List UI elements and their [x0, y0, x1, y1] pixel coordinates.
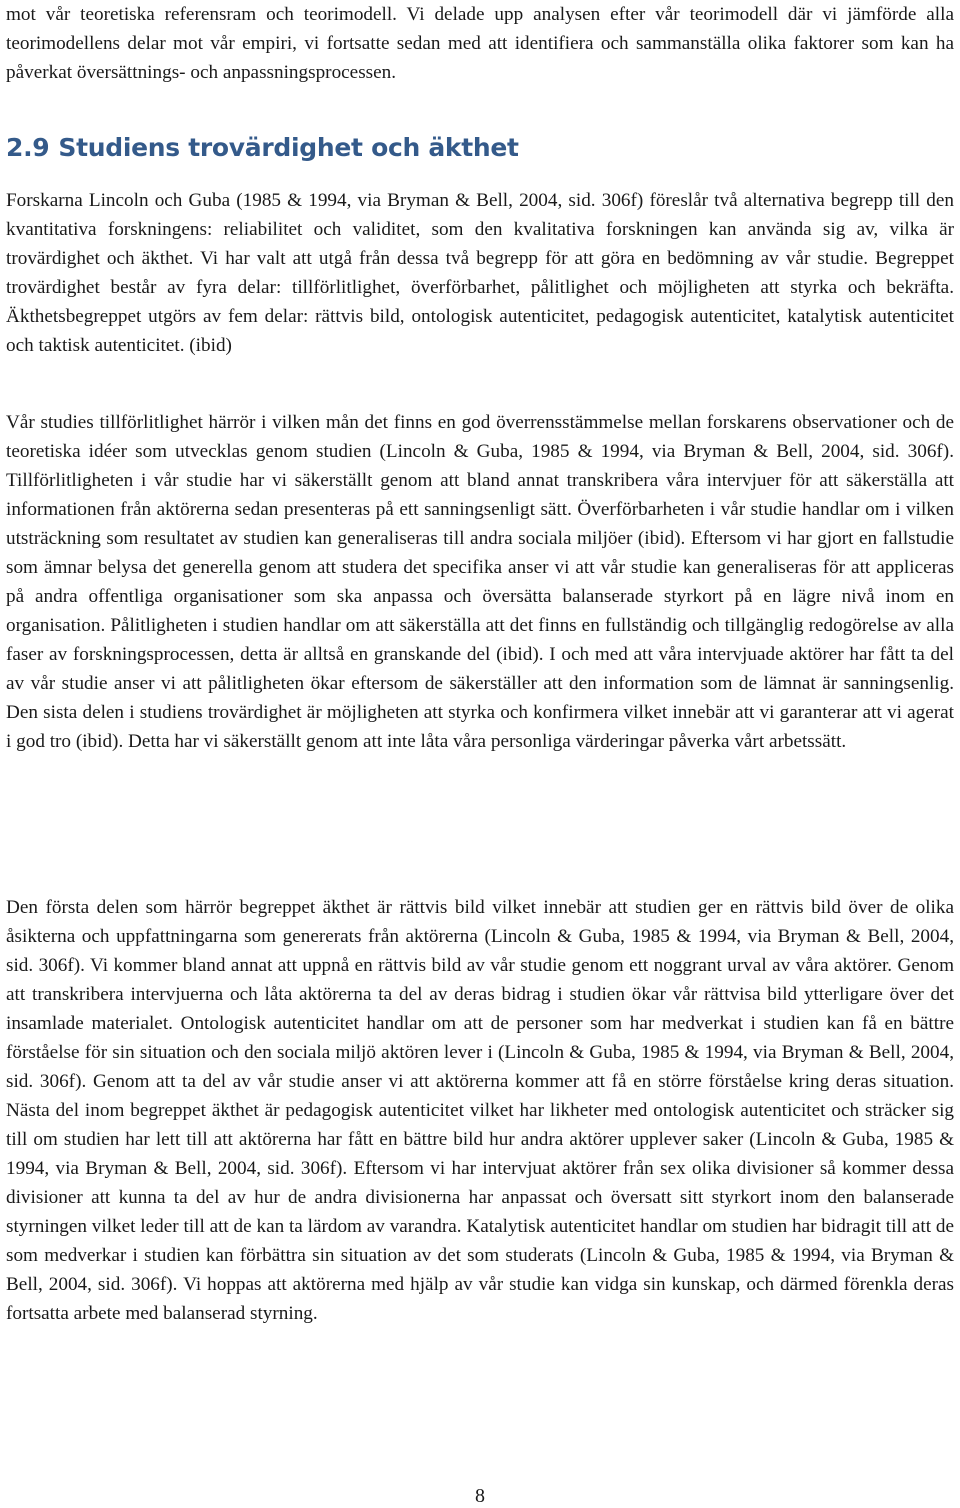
section-title: Studiens trovärdighet och äkthet	[58, 133, 519, 162]
body-paragraph-tillforlitlighet: Vår studies tillförlitlighet härrör i vilken mån det finns en god överrensstämmelse mellan forskarens observationer och de teoretiska idéer som utvecklas genom studien (Lincoln & Guba, 1985 & 1994, via Bryman & Bell, 2004, sid. 306f). Tillförlitligheten i vår studie har vi säkerställt genom att bland annat transkribera våra intervjuer för att säkerställa att informationen från aktörerna sedan presenteras på ett sanningsenligt sätt. Överförbarheten i vår studie handlar om i vilken utsträckning som resultatet av studien kan generaliseras till andra sociala miljöer (ibid). Eftersom vi har gjort en fallstudie som ämnar belysa det generella genom att studera det specifika anser vi att vår studie kan generaliseras för att appliceras på andra offentliga organisationer som ska anpassa och översätta balanserade styrkort på en lägre nivå inom en organisation. Pålitligheten i studien handlar om att säkerställa att det finns en fullständig och tillgänglig redogörelse av alla faser av forskningsprocessen, detta är alltså en granskande del (ibid). I och med att våra intervjuade aktörer har fått ta del av vår studie anser vi att pålitligheten ökar eftersom de säkerställer att den information som de lämnat är sanningsenlig. Den sista delen i studiens trovärdighet är möjligheten att styrka och konfirmera vilket innebär att vi garanterar att vi agerat i god tro (ibid). Detta har vi säkerställt genom att inte låta våra personliga värderingar påverka vårt arbetssätt.	[6, 412, 954, 752]
section-heading	[6, 133, 519, 162]
section-number: 2.9	[6, 133, 50, 162]
body-paragraph-akthet: Den första delen som härrör begreppet äkthet är rättvis bild vilket innebär att studien ger en rättvis bild över de olika åsikterna och uppfattningarna som genererats från aktörerna (Lincoln & Guba, 1985 & 1994, via Bryman & Bell, 2004, sid. 306f). Vi kommer bland annat att uppnå en rättvis bild av vår studie genom ett noggrant urval av våra aktörer. Genom att transkribera intervjuerna och låta aktörerna ta del av deras bidrag i studien ökar vår rättvisa bild ytterligare över det insamlade materialet. Ontologisk autenticitet handlar om att de personer som har medverkat i studien kan få en bättre förståelse för sin situation och den sociala miljö aktören lever i (Lincoln & Guba, 1985 & 1994, via Bryman & Bell, 2004, sid. 306f). Genom att ta del av vår studie anser vi att aktörerna kommer att få en större förståelse kring deras situation. Nästa del inom begreppet äkthet är pedagogisk autenticitet vilket har likheter med ontologisk autenticitet och sträcker sig till om studien har lett till att aktörerna har fått en bättre bild hur andra aktörer upplever saker (Lincoln & Guba, 1985 & 1994, via Bryman & Bell, 2004, sid. 306f). Eftersom vi har intervjuat aktörer från sex olika divisioner så kommer dessa divisioner att kunna ta del av hur de andra divisionerna har anpassat och översatt sitt styrkort inom den balanserade styrningen vilket leder till att de kan ta lärdom av varandra. Katalytisk autenticitet handlar om studien har bidragit till att de som medverkar i studien kan förbättra sin situation av det som studerats (Lincoln & Guba, 1985 & 1994, via Bryman & Bell, 2004, sid. 306f). Vi hoppas att aktörerna med hjälp av vår studie kan vidga sin kunskap, och därmed förenkla deras fortsatta arbete med balanserad styrning.	[6, 897, 954, 1324]
intro-paragraph: mot vår teoretiska referensram och teorimodell. Vi delade upp analysen efter vår teorimodell där vi jämförde alla teorimodellens delar mot vår empiri, vi fortsatte sedan med att identifiera och sammanställa olika faktorer som kan ha påverkat översättnings- och anpassningsprocessen.	[6, 4, 954, 83]
page-number: 8	[475, 1485, 485, 1507]
body-paragraph-trovardighet-aktighet: Forskarna Lincoln och Guba (1985 & 1994, via Bryman & Bell, 2004, sid. 306f) föreslår två alternativa begrepp till den kvantitativa forskningens: reliabilitet och validitet, som den kvalitativa forskningen kan använda sig av, vilka är trovärdighet och äkthet. Vi har valt att utgå från dessa två begrepp för att göra en bedömning av vår studie. Begreppet trovärdighet består av fyra delar: tillförlitlighet, överförbarhet, pålitlighet och möjligheten att styrka och bekräfta. Äkthetsbegreppet utgörs av fem delar: rättvis bild, ontologisk autenticitet, pedagogisk autenticitet, katalytisk autenticitet och taktisk autenticitet. (ibid)	[6, 190, 954, 356]
